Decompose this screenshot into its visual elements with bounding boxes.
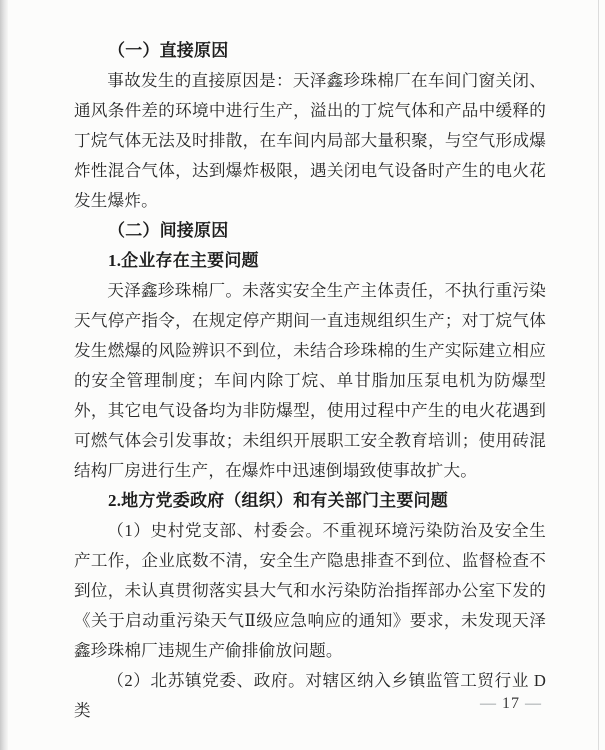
heading-direct-cause: （一）直接原因 [108, 41, 229, 60]
scan-right-edge-line [598, 0, 599, 750]
paragraph-village-committee: （1）史村党支部、村委会。不重视环境污染防治及安全生产工作，企业底数不清，安全生产隐患排查不到位、监督检查不到位，未认真贯彻落实县大气和水污染防治指挥部办公室下发的《关于启动重污染天气Ⅱ级应急响应的通知》要求，未发现天泽鑫珍珠棉厂违规生产偷排偷放问题。 [74, 521, 546, 660]
paragraph-enterprise-problems: 天泽鑫珍珠棉厂。未落实安全生产主体责任，不执行重污染天气停产指令，在规定停产期间一直违规组织生产；对丁烷气体发生燃爆的风险辨识不到位，未结合珍珠棉的生产实际建立相应的安全管理制度；车间内除丁烷、单甘脂加压泵电机为防爆型外，其它电气设备均为非防爆型，使用过程中产生的电火花遇到可燃气体会引发事故；未组织开展职工安全教育培训；使用砖混结构厂房进行生产，在爆炸中迅速倒塌致使事故扩大。 [74, 281, 546, 480]
scan-left-edge-shadow [0, 0, 8, 750]
document-body [74, 36, 546, 726]
page-number [475, 695, 547, 713]
page-number-value: 17 [502, 695, 520, 712]
page-number-left-dash: — [480, 695, 497, 712]
paragraph-beisu-town: （2）北苏镇党委、政府。对辖区纳入乡镇监管工贸行业 D 类 [74, 671, 546, 720]
page-number-right-dash: — [525, 695, 542, 712]
heading-indirect-cause: （二）间接原因 [108, 221, 229, 240]
heading-government-problems: 2.地方党委政府（组织）和有关部门主要问题 [108, 491, 448, 510]
heading-enterprise-problems: 1.企业存在主要问题 [108, 251, 259, 270]
paragraph-direct-cause: 事故发生的直接原因是：天泽鑫珍珠棉厂在车间门窗关闭、通风条件差的环境中进行生产，溢出的丁烷气体和产品中缓释的丁烷气体无法及时排散，在车间内局部大量积聚，与空气形成爆炸性混合气体，达到爆炸极限，遇关闭电气设备时产生的电火花发生爆炸。 [74, 71, 546, 210]
